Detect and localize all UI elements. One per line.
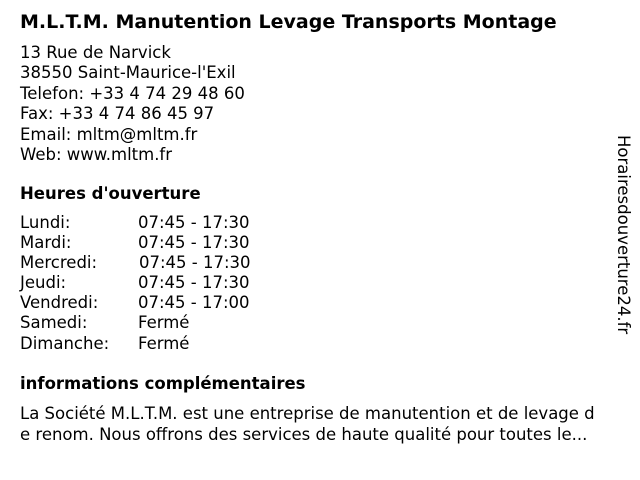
hours-time: Fermé bbox=[138, 333, 190, 353]
additional-info-text bbox=[20, 403, 626, 445]
hours-day: Jeudi: bbox=[20, 273, 67, 293]
site-watermark bbox=[611, 135, 635, 347]
website-address: Web: www.mltm.fr bbox=[20, 145, 173, 165]
hours-time: 07:45 - 17:30 bbox=[138, 273, 250, 293]
info-line: La Société M.L.T.M. est une entreprise de manutention et de levage d bbox=[20, 404, 595, 423]
hours-time: 07:45 - 17:30 bbox=[139, 253, 251, 273]
hours-day: Samedi: bbox=[20, 313, 88, 333]
hours-time: 07:45 - 17:30 bbox=[138, 213, 250, 232]
hours-day: Vendredi: bbox=[20, 293, 99, 313]
hours-time: 07:45 - 17:00 bbox=[138, 293, 250, 313]
phone-number: Telefon: +33 4 74 29 48 60 bbox=[20, 83, 245, 103]
company-title: M.L.T.M. Manutention Levage Transports Montage bbox=[20, 11, 557, 33]
street-address: 13 Rue de Narvick bbox=[20, 43, 171, 62]
hours-time: 07:45 - 17:30 bbox=[138, 233, 250, 253]
hours-day: Lundi: bbox=[20, 213, 71, 232]
hours-day: Mardi: bbox=[20, 233, 72, 253]
hours-time: Fermé bbox=[138, 313, 190, 333]
fax-number: Fax: +33 4 74 86 45 97 bbox=[20, 104, 215, 124]
hours-day: Mercredi: bbox=[20, 253, 98, 273]
watermark-text: Horairesdouverture24.fr bbox=[614, 135, 633, 335]
city-address: 38550 Saint-Maurice-l'Exil bbox=[20, 63, 236, 83]
opening-hours-heading: Heures d'ouverture bbox=[20, 184, 201, 203]
additional-info-heading: informations complémentaires bbox=[20, 374, 306, 393]
hours-day: Dimanche: bbox=[20, 333, 110, 353]
address-block bbox=[20, 43, 245, 165]
email-address: Email: mltm@mltm.fr bbox=[20, 124, 198, 144]
info-line: e renom. Nous offrons des services de haute qualité pour toutes le... bbox=[20, 425, 588, 444]
